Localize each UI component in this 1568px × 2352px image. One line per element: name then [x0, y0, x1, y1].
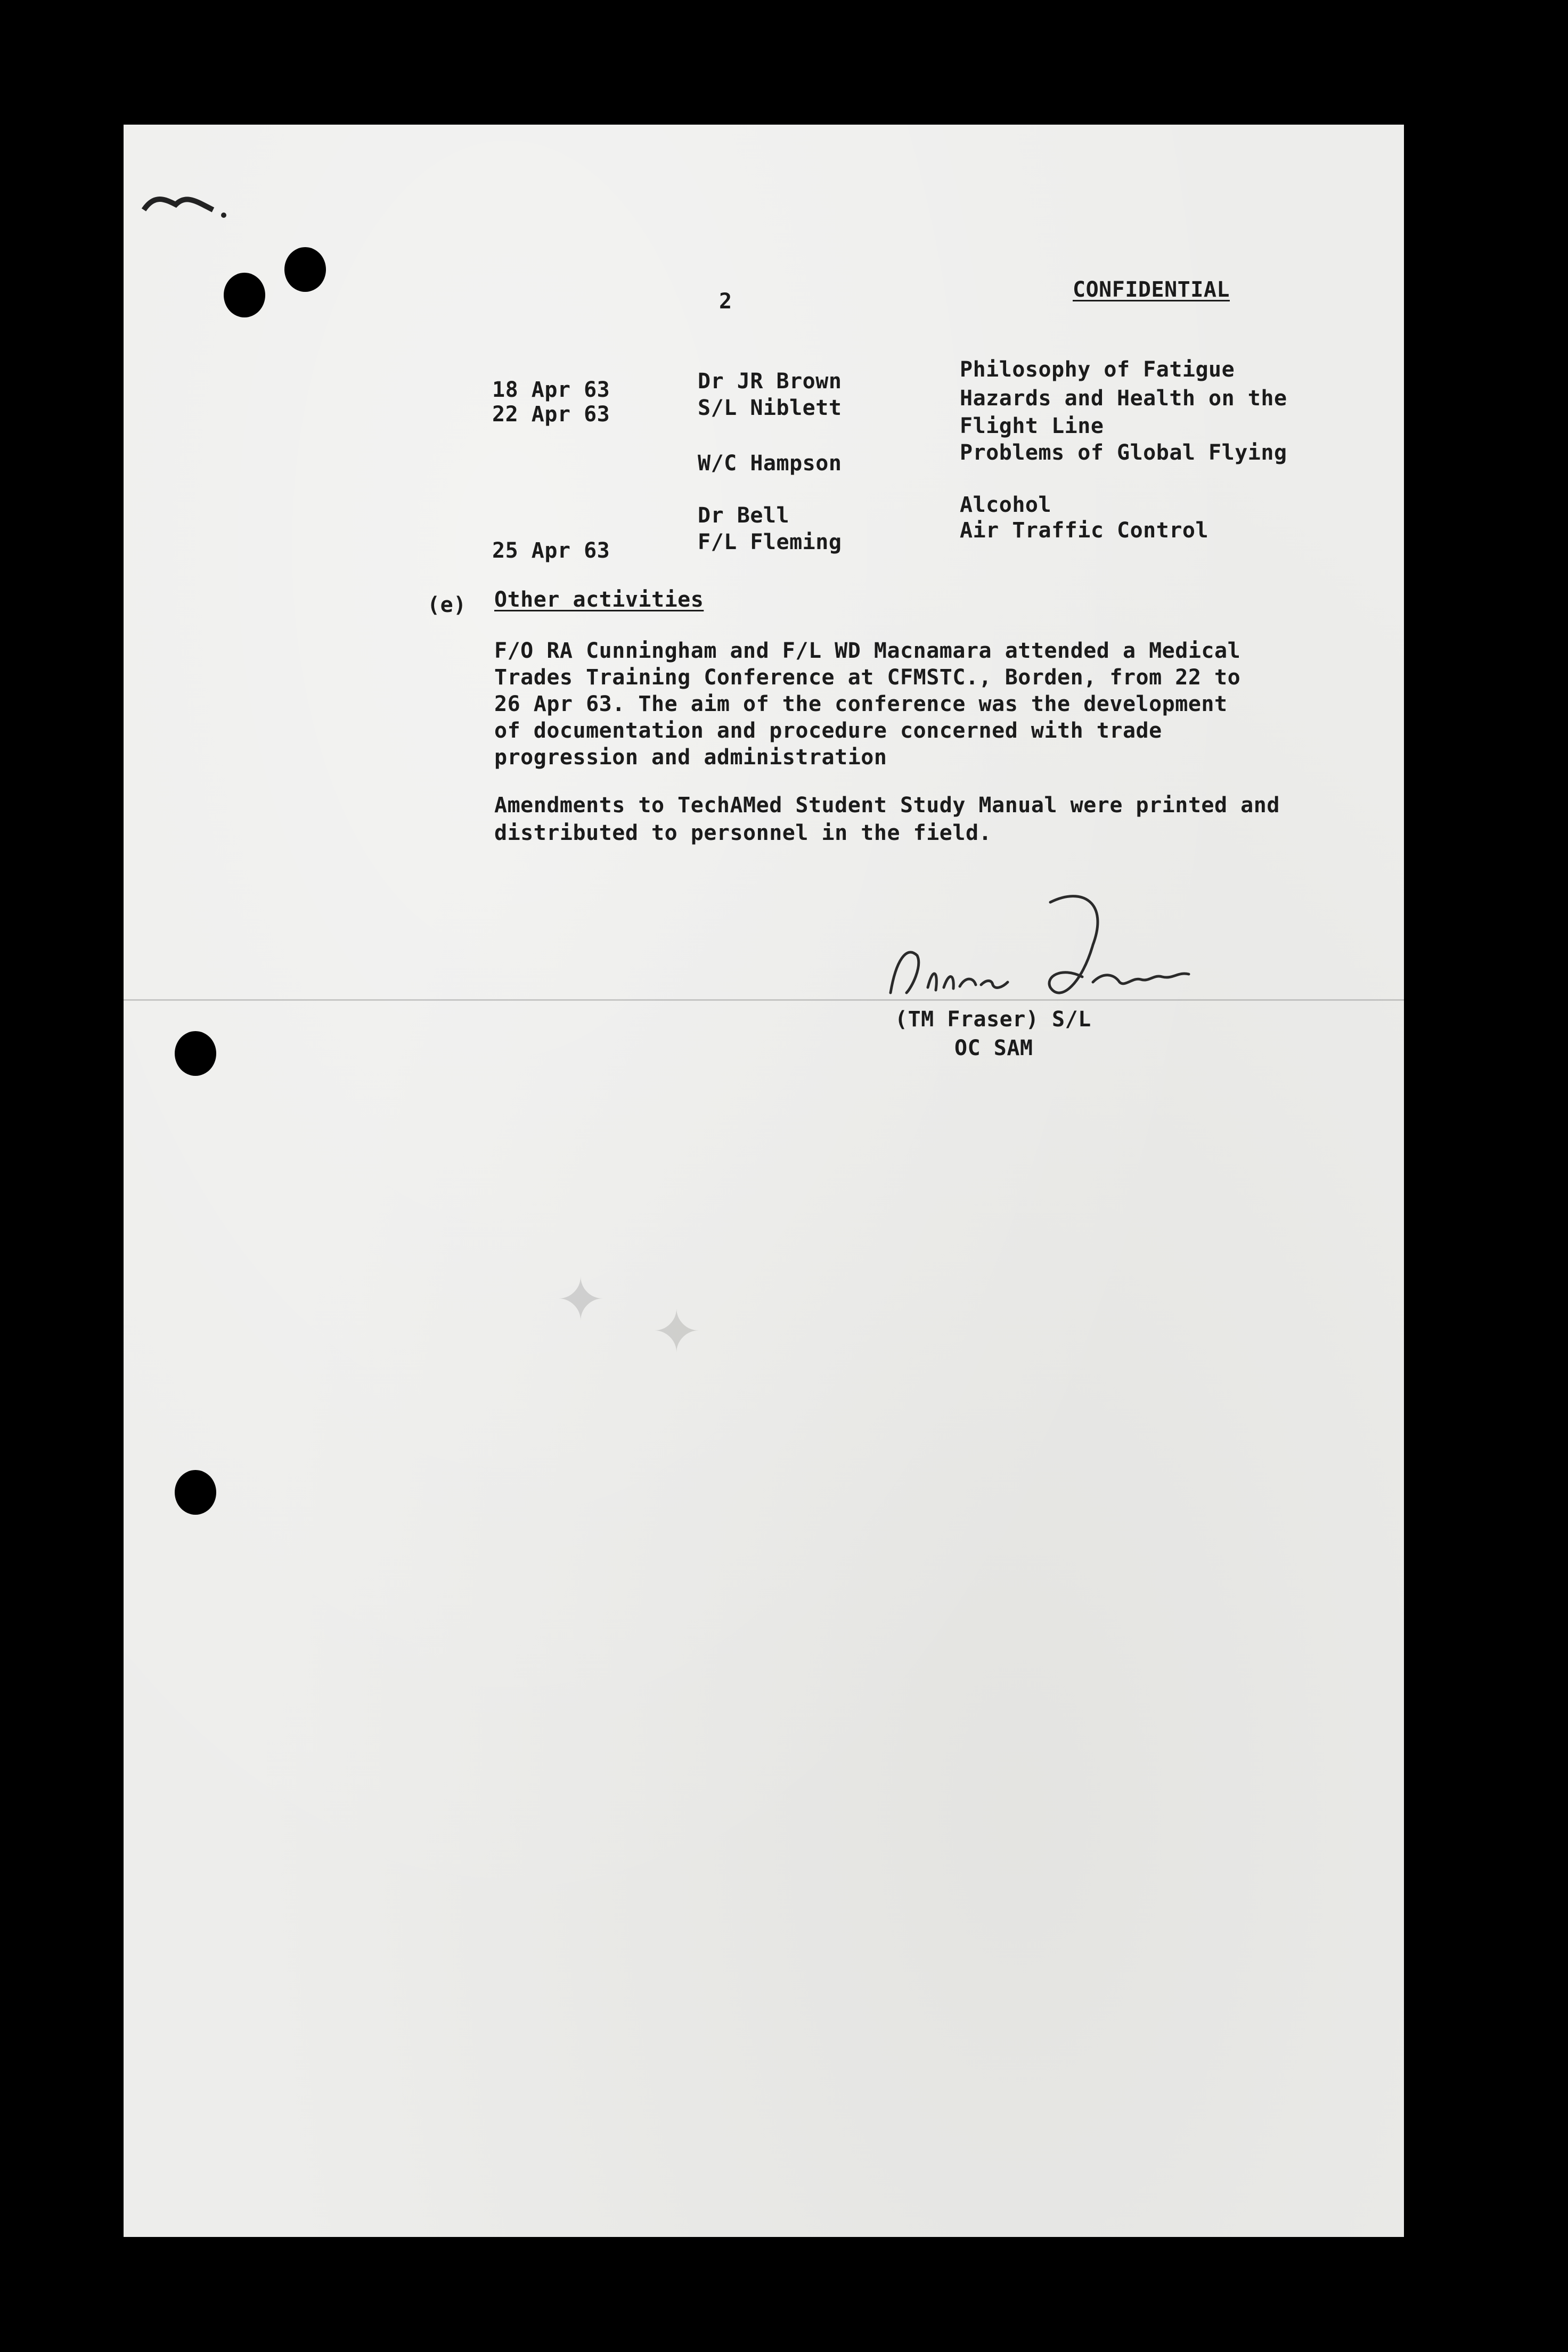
lecture-topic: Air Traffic Control	[960, 518, 1209, 543]
lecture-speaker: S/L Niblett	[698, 396, 842, 420]
lecture-topic: Alcohol	[960, 493, 1052, 517]
show-through-mark: ✦	[641, 1305, 710, 1355]
paragraph-line: progression and administration	[494, 745, 887, 770]
punch-hole-middle	[175, 1031, 216, 1076]
lecture-speaker: Dr Bell	[698, 503, 790, 528]
section-marker: (e)	[427, 593, 467, 617]
paragraph-line: Trades Training Conference at CFMSTC., Borden, from 22 to	[494, 665, 1241, 690]
punch-hole-lower	[175, 1470, 216, 1515]
document-page	[124, 125, 1404, 2237]
lecture-topic-continued: Flight Line	[960, 414, 1104, 438]
paragraph-line: distributed to personnel in the field.	[494, 821, 992, 845]
paragraph-line: F/O RA Cunningham and F/L WD Macnamara attended a Medical	[494, 639, 1241, 663]
page-number: 2	[719, 289, 732, 314]
show-through-mark: ✦	[545, 1273, 614, 1324]
lecture-speaker: Dr JR Brown	[698, 369, 842, 394]
classification-label: CONFIDENTIAL	[1073, 277, 1230, 302]
paragraph-line: Amendments to TechAMed Student Study Manual were printed and	[494, 793, 1280, 818]
lecture-speaker: F/L Fleming	[698, 530, 842, 554]
lecture-speaker: W/C Hampson	[698, 451, 842, 476]
signatory-title: OC SAM	[954, 1036, 1033, 1060]
lecture-date: 18 Apr 63	[492, 378, 610, 402]
signatory-name: (TM Fraser) S/L	[895, 1007, 1091, 1032]
lecture-topic: Hazards and Health on the	[960, 386, 1287, 411]
lecture-date: 22 Apr 63	[492, 402, 610, 427]
punch-hole-top-right	[284, 247, 326, 292]
ink-smudge-mark	[138, 183, 229, 226]
punch-hole-top-left	[224, 273, 265, 317]
section-heading: Other activities	[494, 587, 704, 612]
handwritten-signature	[859, 881, 1231, 1019]
lecture-topic: Problems of Global Flying	[960, 440, 1287, 465]
paragraph-line: of documentation and procedure concerned with trade	[494, 718, 1162, 743]
paragraph-line: 26 Apr 63. The aim of the conference was the development	[494, 692, 1228, 716]
lecture-date: 25 Apr 63	[492, 538, 610, 563]
lecture-topic: Philosophy of Fatigue	[960, 357, 1235, 382]
